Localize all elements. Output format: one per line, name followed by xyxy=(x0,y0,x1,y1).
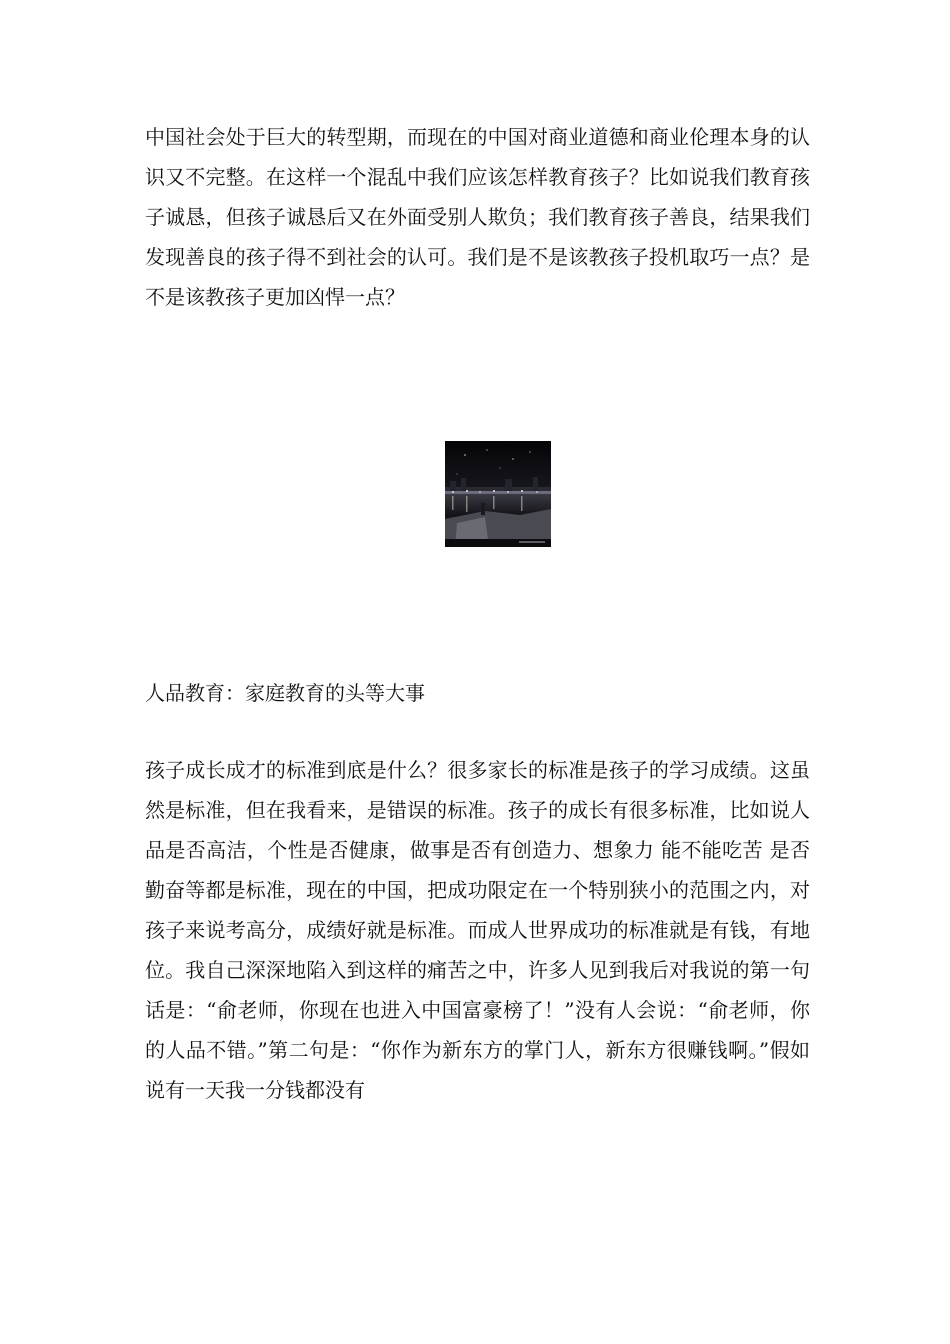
paragraph-intro: 中国社会处于巨大的转型期，而现在的中国对商业道德和商业伦理本身的认识又不完整。在这样一个混乱中我们应该怎样教育孩子？比如说我们教育孩子诚恳，但孩子诚恳后又在外面受别人欺负；我们教育孩子善良，结果我们发现善良的孩子得不到社会的认可。我们是不是该教孩子投机取巧一点？是不是该教孩子更加凶悍一点？ xyxy=(145,125,810,309)
night-city-photo-icon xyxy=(445,441,551,547)
night-city-photo xyxy=(445,441,551,547)
section-heading: 人品教育：家庭教育的头等大事 xyxy=(145,681,425,705)
paragraph-body: 孩子成长成才的标准到底是什么？很多家长的标准是孩子的学习成绩。这虽然是标准，但在我看来，是错误的标准。孩子的成长有很多标准，比如说人品是否高洁，个性是否健康，做事是否有创造力、想象力 能不能吃苦 是否勤奋等都是标准，现在的中国，把成功限定在一个特别狭小的范围之内，对孩子来说考高分，成绩好就是标准。而成人世界成功的标准就是有钱，有地位。我自己深深地陷入到这样的痛苦之中，许多人见到我后对我说的第一句话是：“俞老师，你现在也进入中国富豪榜了！”没有人会说：“俞老师，你的人品不错。”第二句是：“你作为新东方的掌门人，新东方很赚钱啊。”假如说有一天我一分钱都没有 xyxy=(145,758,810,1102)
